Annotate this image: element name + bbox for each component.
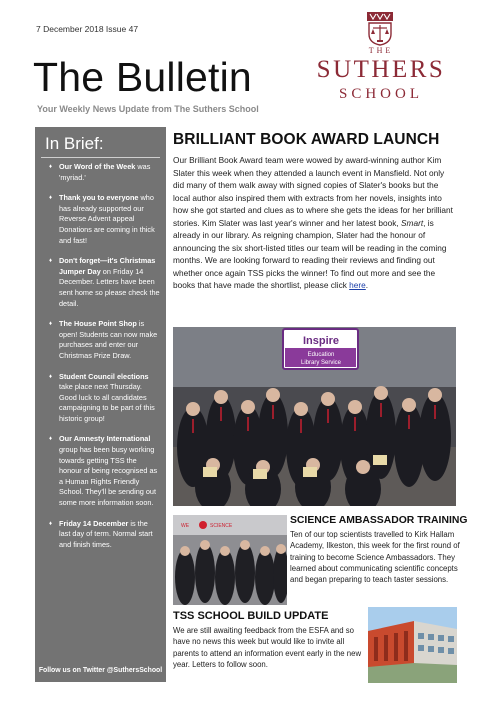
heart-icon — [199, 521, 207, 529]
main-article-headline: BRILLIANT BOOK AWARD LAUNCH — [173, 131, 440, 148]
main-article-body — [173, 154, 456, 292]
article-text-3: . — [365, 280, 369, 290]
build-update-body: We are still awaiting feedback from the ESFA and so have no news this week but would like to invite all parents to attend an information event early in the new year. Letters to follow soon. — [173, 626, 362, 669]
brief-item-reverse-advent — [49, 193, 160, 246]
brief-item-text: take place next Thursday. Good luck to all candidates campaigning to be part of this historic group! — [59, 382, 155, 423]
article-text-2: , is already in our library. As reigning champion, Slater had the honour of announcing the six short-listed titles our team will be reading in the coming months. We are looking forward to reading their reviews and finding out whether once again TSS picks the winner! To find out more and see the books that have made the shortlist, please click — [173, 217, 447, 290]
diamond-bullet-icon: ♦ — [49, 520, 53, 527]
brief-item-text: is the last day of term. Normal start and finish times. — [59, 518, 153, 549]
inspire-banner-sub1: Education — [307, 352, 335, 358]
science-ambassador-photo — [173, 515, 287, 605]
logo-the: THE — [368, 46, 394, 55]
diamond-bullet-icon: ♦ — [49, 373, 53, 380]
date-issue: 7 December 2018 Issue 47 — [36, 24, 139, 34]
twitter-follow: Follow us on Twitter @SuthersSchool — [38, 667, 163, 674]
build-update-headline: TSS SCHOOL BUILD UPDATE — [173, 610, 329, 622]
shortlist-link[interactable]: here — [349, 280, 366, 290]
brief-item-bold: Our Word of the Week — [59, 162, 136, 171]
school-build-render — [368, 607, 457, 683]
newsletter-tagline: Your Weekly News Update from The Suthers School — [37, 104, 259, 114]
science-body: Ten of our top scientists travelled to Kirk Hallam Academy, Ilkeston, this week for the first round of training to become Science Ambassadors. They learned about communicating scientific concepts and began preparing to teach taster sessions. — [290, 530, 460, 585]
brief-item-jumper-day — [49, 256, 160, 309]
science-sign-we: WE — [181, 523, 190, 529]
book-title: Smart — [401, 217, 424, 228]
science-headline: SCIENCE AMBASSADOR TRAINING — [290, 515, 468, 526]
diamond-bullet-icon: ♦ — [49, 258, 53, 265]
brief-item-bold: Thank you to everyone — [59, 193, 139, 203]
brief-item-bold: Our Amnesty International — [59, 434, 151, 444]
in-brief-sidebar — [35, 127, 166, 682]
article-text-1: Our Brilliant Book Award team were wowed by award-winning author Kim Slater this week when they attended a launch event in Mansfield. Not only did many of them walk away with signed copies of Slater's books but the local author also inspired them with extracts from her novels, insights into how she got started and clues as to where she gets the ideas for her brilliant stories. Kim Slater was last year's winner and her latest book, — [173, 155, 453, 228]
brief-item-amnesty — [49, 434, 160, 508]
school-logo — [308, 8, 454, 120]
brief-item-bold: Friday 14 December — [59, 518, 129, 528]
brief-item-text: who has already supported our Reverse Advent appeal Donations are coming in thick and fast! — [59, 193, 155, 245]
science-photo-illustration — [173, 515, 287, 605]
brief-item-text: group has been busy working towards getting TSS the honour of being recognised as a Human Rights Friendly School. They'll be sending out some more information soon. — [59, 445, 158, 508]
brief-item-bold: Student Council elections — [59, 371, 149, 381]
brief-item-text: on Friday 14 December. Letters have been sent home so please check the detail. — [59, 266, 160, 308]
book-award-photo-illustration — [173, 327, 456, 506]
book-award-group-photo — [173, 327, 456, 506]
school-crest-icon — [367, 12, 393, 46]
inspire-banner-sub2: Library Service — [300, 360, 342, 366]
main-article — [173, 131, 456, 292]
diamond-bullet-icon: ♦ — [49, 321, 53, 328]
in-brief-heading: In Brief: — [45, 134, 104, 153]
diamond-bullet-icon: ♦ — [49, 195, 53, 202]
science-sign-science: SCIENCE — [210, 523, 233, 529]
brief-item-text: was 'myriad.' — [59, 162, 151, 182]
brief-item-text: is open! Students can now make purchases and enter our Christmas Prize Draw. — [59, 319, 158, 360]
logo-school: SCHOOL — [338, 86, 423, 102]
inspire-banner-title: Inspire — [302, 335, 340, 347]
brief-item-bold: Don't forget—it's Christmas Jumper Day — [59, 256, 156, 276]
newsletter-title: The Bulletin — [33, 54, 252, 100]
brief-item-student-council — [49, 372, 160, 425]
brief-item-house-point-shop — [49, 319, 160, 361]
diamond-bullet-icon: ♦ — [49, 164, 53, 170]
brief-item-bold: The House Point Shop — [59, 319, 137, 329]
brief-item-word-of-week — [49, 162, 160, 183]
in-brief-list — [35, 158, 166, 550]
school-build-illustration — [368, 607, 457, 683]
diamond-bullet-icon: ♦ — [49, 436, 53, 443]
brief-item-last-day — [49, 519, 160, 551]
logo-suthers: SUTHERS — [316, 56, 446, 83]
